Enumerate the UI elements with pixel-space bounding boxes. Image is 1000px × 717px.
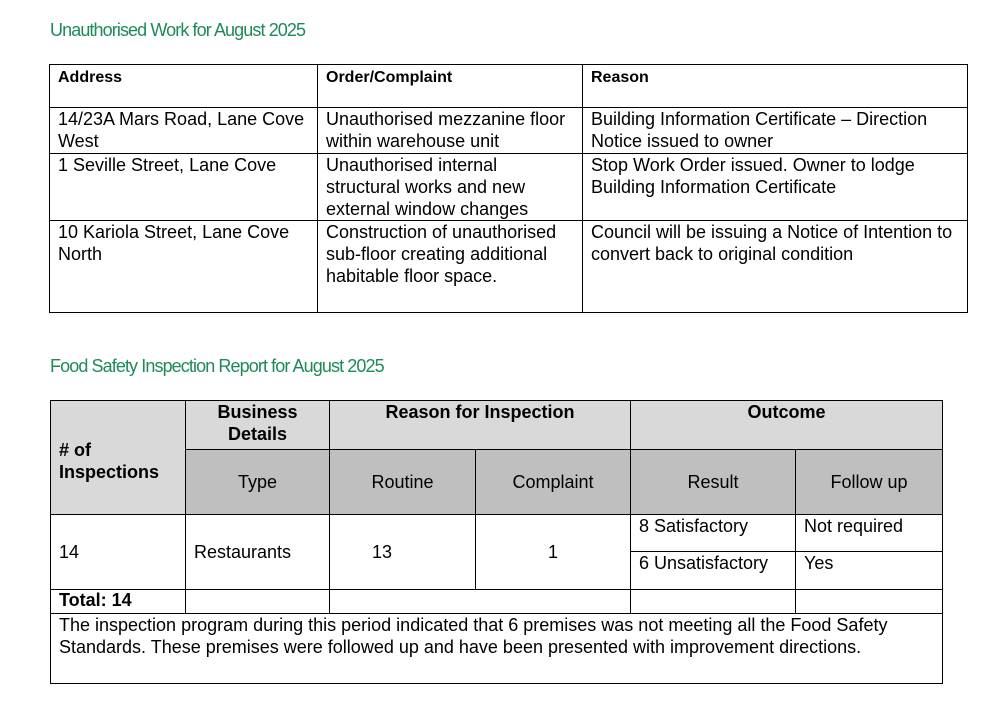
table-row: [50, 154, 968, 221]
type-cell: Restaurants: [186, 515, 330, 590]
inspections-cell: 14: [51, 515, 186, 590]
follow-up-cell: Not required: [796, 515, 943, 552]
note-row: [51, 614, 943, 684]
result-cell: 8 Satisfactory: [631, 515, 796, 552]
header-outcome: Outcome: [631, 401, 943, 450]
follow-up-cell: Yes: [796, 552, 943, 590]
header-business-details: Business Details: [186, 401, 330, 450]
table-header-row: [50, 65, 968, 108]
header-complaint: Complaint: [476, 450, 631, 515]
header-order-complaint: Order/Complaint: [318, 65, 583, 108]
header-row-1: [51, 401, 943, 450]
food-safety-table: [50, 400, 943, 684]
unauthorised-work-heading: Unauthorised Work for August 2025: [50, 20, 306, 40]
reason-cell: Stop Work Order issued. Owner to lodge Building Information Certificate: [583, 154, 968, 221]
result-cell: 6 Unsatisfactory: [631, 552, 796, 590]
reason-cell: Council will be issuing a Notice of Intention to convert back to original condition: [583, 221, 968, 313]
total-row: [51, 590, 943, 614]
table-row: [50, 221, 968, 313]
food-safety-heading: Food Safety Inspection Report for August 2025: [50, 356, 384, 376]
order-cell: Unauthorised mezzanine floor within warehouse unit: [318, 108, 583, 154]
header-follow-up: Follow up: [796, 450, 943, 515]
empty-cell: [796, 590, 943, 614]
header-type: Type: [186, 450, 330, 515]
order-cell: Construction of unauthorised sub-floor creating additional habitable floor space.: [318, 221, 583, 313]
table-row: [50, 108, 968, 154]
routine-cell: 13: [330, 515, 476, 590]
address-cell: 1 Seville Street, Lane Cove: [50, 154, 318, 221]
header-address: Address: [50, 65, 318, 108]
header-routine: Routine: [330, 450, 476, 515]
unauthorised-work-table: [49, 64, 968, 313]
header-reason-for-inspection: Reason for Inspection: [330, 401, 631, 450]
address-cell: 10 Kariola Street, Lane Cove North: [50, 221, 318, 313]
total-cell: Total: 14: [51, 590, 186, 614]
order-cell: Unauthorised internal structural works and new external window changes: [318, 154, 583, 221]
empty-cell: [186, 590, 330, 614]
complaint-cell: 1: [476, 515, 631, 590]
header-result: Result: [631, 450, 796, 515]
header-inspections: # of Inspections: [51, 401, 186, 515]
note-cell: The inspection program during this period indicated that 6 premises was not meeting all the Food Safety Standards. These premises were followed up and have been presented with improvement directions.: [51, 614, 943, 684]
empty-cell: [631, 590, 796, 614]
address-cell: 14/23A Mars Road, Lane Cove West: [50, 108, 318, 154]
reason-cell: Building Information Certificate – Direction Notice issued to owner: [583, 108, 968, 154]
empty-cell: [330, 590, 631, 614]
header-reason: Reason: [583, 65, 968, 108]
table-row: [51, 515, 943, 552]
